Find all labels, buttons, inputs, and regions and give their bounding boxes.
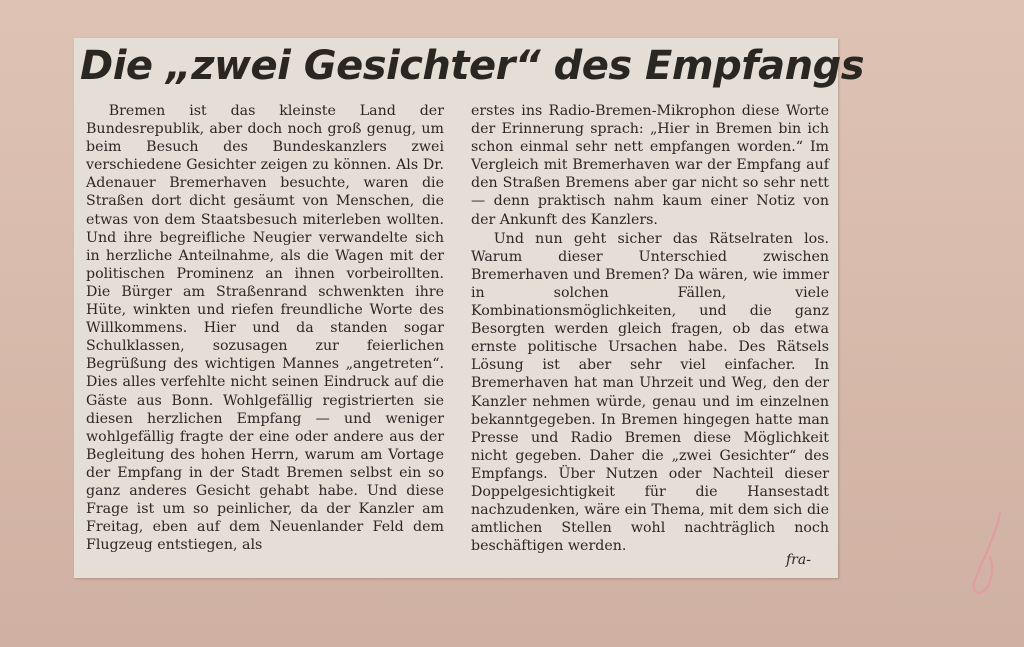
article-paragraph-1-continuation: erstes ins Radio-Bremen-Mikrophon diese Worte der Erinnerung sprach: „Hier in Bremen bin ich schon einmal sehr nett empfangen worden.“ Im Vergleich mit Bremerhaven war der Empfang auf den Straßen Bremens aber gar nicht so sehr nett — denn praktisch nahm kaum einer Notiz von der Ankunft des Kanzlers. [471,103,829,228]
article-column-left [86,102,444,554]
article-paragraph-2: Und nun geht sicher das Rätselraten los. Warum dieser Unterschied zwischen Bremerhaven und Bremen? Da wären, wie immer in solchen Fällen, viele Kombinationsmöglichkeiten, und die ganz Besorgten werden gleich fragen, ob das etwa ernste politische Ursachen habe. Des Rätsels Lösung ist aber sehr viel einfacher. In Bremerhaven hat man Uhrzeit und Weg, den der Kanzler nehmen würde, genau und im einzelnen bekanntgegeben. In Bremen hingegen hatte man Presse und Radio Bremen diese Möglichkeit nicht gegeben. Daher die „zwei Gesichter“ des Empfangs. Über Nutzen oder Nachteil dieser Doppelgesichtigkeit für die Hansestadt nachzudenken, wäre ein Thema, mit dem sich die amtlichen Stellen wohl nachträglich noch beschäftigen werden. [471,230,829,555]
newspaper-clipping [74,38,865,578]
article-paragraph-1: Bremen ist das kleinste Land der Bundesrepublik, aber doch noch groß genug, um beim Besuch des Bundeskanzlers zwei verschiedene Gesichter zeigen zu können. Als Dr. Adenauer Bremerhaven besuchte, waren die Straßen dort dicht gesäumt von Menschen, die etwas von dem Staatsbesuch miterleben wollten. Und ihre begreifliche Neugier verwandelte sich in herzliche Anteilnahme, als die Wagen mit der politischen Prominenz an ihnen vorbeirollten. Die Bürger am Straßenrand schwenkten ihre Hüte, winkten und riefen freundliche Worte des Willkommens. Hier und da standen sogar Schulklassen, sozusagen zur feierlichen Begrüßung des wichtigen Mannes „angetreten“. Dies alles verfehlte nicht seinen Eindruck auf die Gäste aus Bonn. Wohlgefällig registrierten sie diesen herzlichen Empfang — und weniger wohlgefällig fragte der eine oder andere aus der Begleitung des hohen Herrn, warum am Vortage der Empfang in der Stadt Bremen selbst ein so ganz anderes Gesicht gehabt habe. Und diese Frage ist um so peinlicher, da der Kanzler am Freitag, eben auf dem Neuenlander Feld dem Flugzeug entstiegen, als [86,103,444,554]
article-headline: Die „zwei Gesichter“ des Empfangs [80,43,865,89]
article-column-right [471,102,829,555]
author-signature: fra- [786,552,811,568]
pencil-mark-icon [960,505,1020,605]
